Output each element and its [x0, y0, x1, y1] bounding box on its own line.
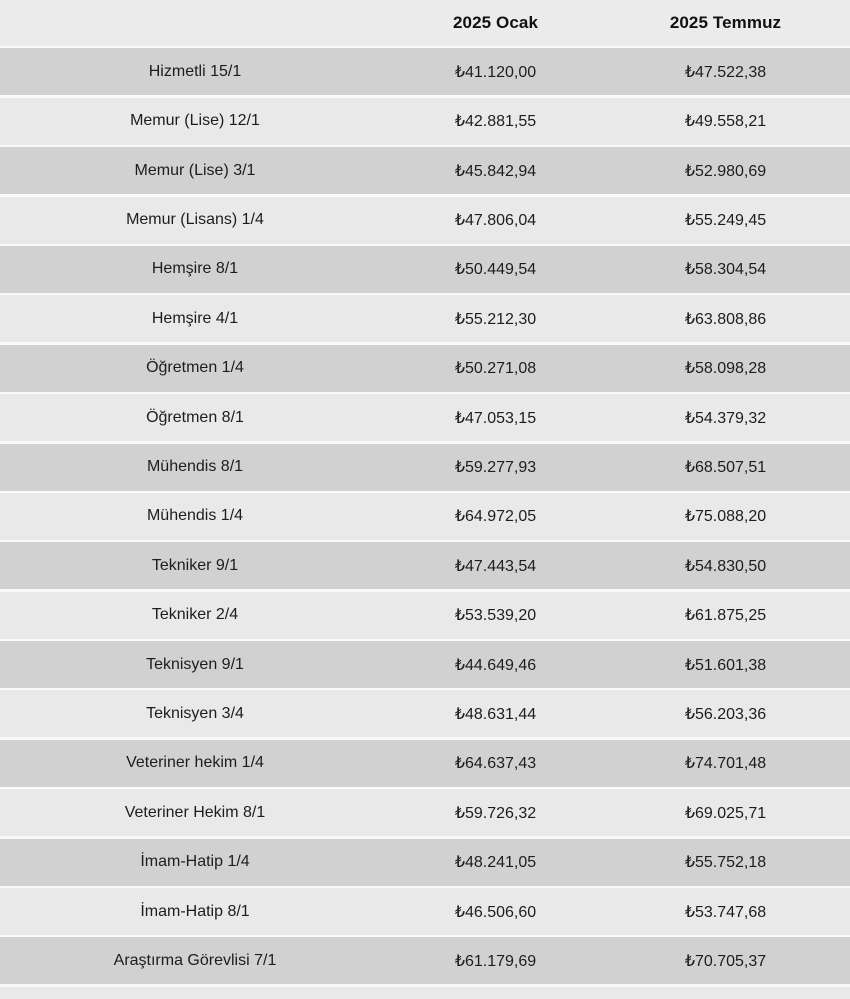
- table-row: [0, 48, 850, 95]
- table-row: [0, 295, 850, 342]
- row-label: Memur (Lise) 3/1: [134, 161, 256, 179]
- row-value-temmuz: ₺55.752,18: [684, 854, 767, 872]
- row-value-ocak: ₺41.120,00: [454, 63, 537, 81]
- row-value-temmuz: ₺55.249,45: [684, 212, 767, 230]
- row-value-temmuz: ₺58.304,54: [684, 261, 767, 279]
- row-label: Tekniker 9/1: [151, 556, 239, 574]
- row-value-temmuz: ₺54.379,32: [684, 409, 767, 427]
- header-cell-2025-temmuz: 2025 Temmuz: [669, 13, 782, 32]
- row-label: Tekniker 2/4: [151, 606, 239, 624]
- table-row: [0, 394, 850, 441]
- row-label: Öğretmen 1/4: [146, 359, 244, 377]
- row-value-temmuz: ₺49.558,21: [684, 113, 767, 131]
- row-value-temmuz: ₺70.705,37: [684, 952, 767, 970]
- row-value-temmuz: ₺63.808,86: [684, 310, 767, 328]
- row-label: Hemşire 8/1: [151, 260, 239, 278]
- row-value-temmuz: ₺75.088,20: [684, 508, 767, 526]
- table-row: [0, 98, 850, 145]
- row-value-ocak: ₺42.881,55: [454, 113, 537, 131]
- row-value-ocak: ₺59.277,93: [454, 459, 537, 477]
- row-value-ocak: ₺64.637,43: [454, 755, 537, 773]
- row-value-temmuz: ₺68.507,51: [684, 459, 767, 477]
- row-label: Veteriner Hekim 8/1: [124, 803, 266, 821]
- row-label: Mühendis 8/1: [146, 458, 244, 476]
- row-value-temmuz: ₺51.601,38: [684, 656, 767, 674]
- row-value-ocak: ₺59.726,32: [454, 804, 537, 822]
- row-value-temmuz: ₺54.830,50: [684, 557, 767, 575]
- row-label: Araştırma Görevlisi 7/1: [113, 951, 277, 969]
- row-value-temmuz: ₺74.701,48: [684, 755, 767, 773]
- table-header-row: [0, 0, 850, 46]
- row-value-temmuz: ₺53.747,68: [684, 903, 767, 921]
- row-label: Veteriner hekim 1/4: [126, 754, 264, 772]
- row-value-ocak: ₺61.179,69: [454, 952, 537, 970]
- row-value-temmuz: ₺58.098,28: [684, 360, 767, 378]
- table-row: [0, 493, 850, 540]
- row-label: Hemşire 4/1: [151, 309, 239, 327]
- row-value-ocak: ₺45.842,94: [454, 162, 537, 180]
- row-value-ocak: ₺46.506,60: [454, 903, 537, 921]
- partial-next-row: [0, 987, 850, 999]
- row-label: Teknisyen 3/4: [146, 704, 244, 722]
- row-value-temmuz: ₺52.980,69: [684, 162, 767, 180]
- row-value-ocak: ₺47.443,54: [454, 557, 537, 575]
- table-row: [0, 542, 850, 589]
- table-row: [0, 592, 850, 639]
- table-row: [0, 740, 850, 787]
- table-row: [0, 444, 850, 491]
- row-label: İmam-Hatip 1/4: [140, 853, 250, 871]
- table-row: [0, 147, 850, 194]
- table-row: [0, 888, 850, 935]
- row-label: Teknisyen 9/1: [146, 655, 244, 673]
- row-value-ocak: ₺50.271,08: [454, 360, 537, 378]
- row-label: Öğretmen 8/1: [146, 408, 244, 426]
- row-value-ocak: ₺53.539,20: [454, 607, 537, 625]
- row-value-ocak: ₺44.649,46: [454, 656, 537, 674]
- row-label: Memur (Lise) 12/1: [130, 112, 260, 130]
- row-value-ocak: ₺47.053,15: [454, 409, 537, 427]
- row-label: Mühendis 1/4: [146, 507, 244, 525]
- row-value-ocak: ₺55.212,30: [454, 310, 537, 328]
- row-value-ocak: ₺48.631,44: [454, 705, 537, 723]
- table-row: [0, 246, 850, 293]
- row-value-ocak: ₺48.241,05: [454, 854, 537, 872]
- row-value-ocak: ₺47.806,04: [454, 212, 537, 230]
- header-cell-2025-ocak: 2025 Ocak: [452, 13, 539, 32]
- row-value-temmuz: ₺61.875,25: [684, 607, 767, 625]
- row-value-ocak: ₺50.449,54: [454, 261, 537, 279]
- table-row: [0, 690, 850, 737]
- row-value-temmuz: ₺47.522,38: [684, 63, 767, 81]
- row-label: Hizmetli 15/1: [148, 62, 242, 80]
- table-row: [0, 641, 850, 688]
- table-row: [0, 197, 850, 244]
- row-label: Memur (Lisans) 1/4: [126, 211, 264, 229]
- row-value-ocak: ₺64.972,05: [454, 508, 537, 526]
- row-value-temmuz: ₺69.025,71: [684, 804, 767, 822]
- row-value-temmuz: ₺56.203,36: [684, 705, 767, 723]
- table-row: [0, 789, 850, 836]
- row-label: İmam-Hatip 8/1: [140, 902, 250, 920]
- table-row: [0, 839, 850, 886]
- table-row: [0, 345, 850, 392]
- table-row: [0, 937, 850, 984]
